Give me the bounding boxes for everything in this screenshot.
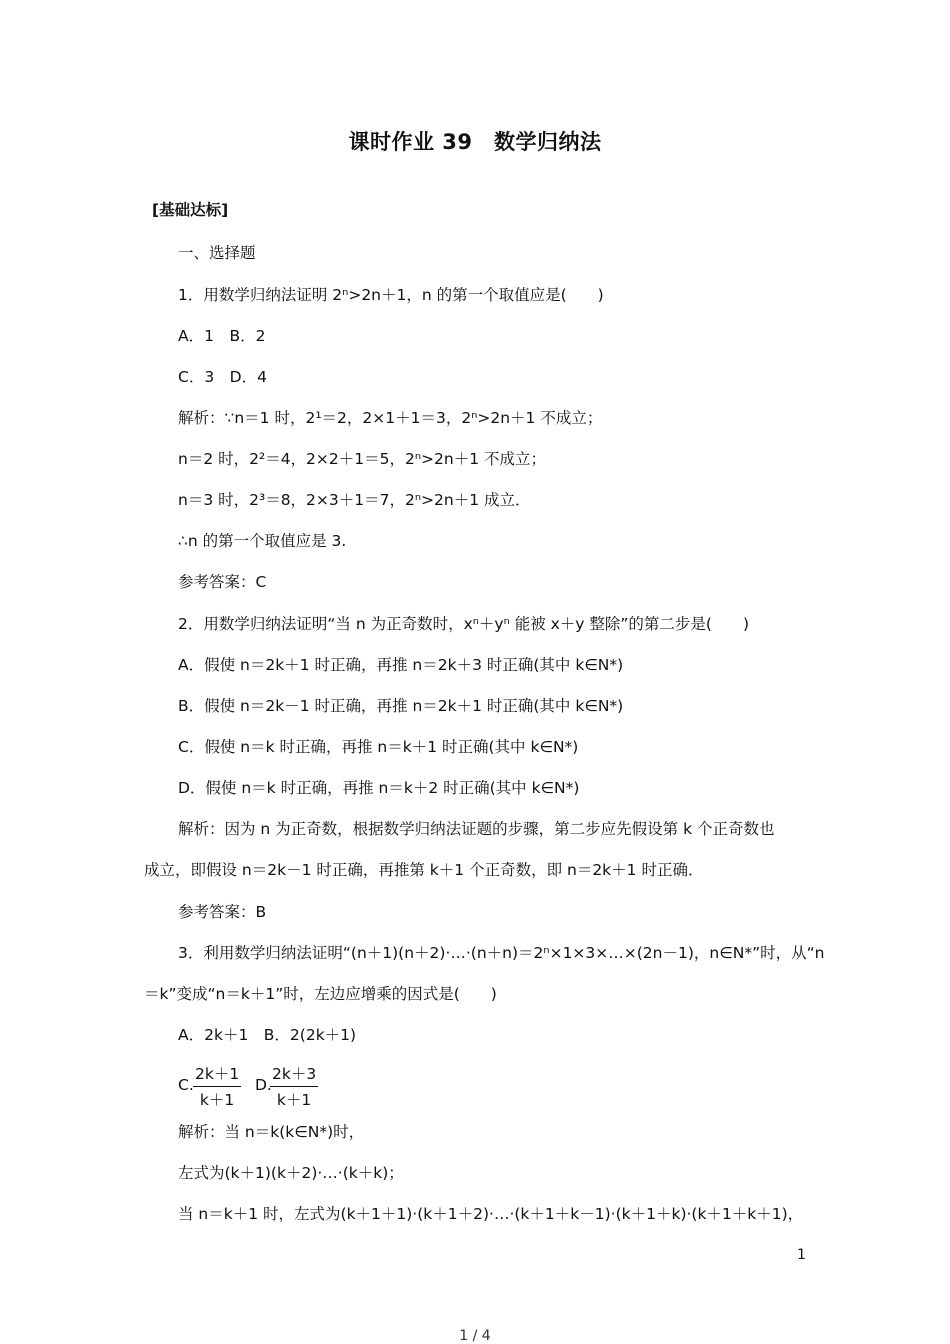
q3-options-ab: A．2k＋1 B．2(2k＋1): [178, 1026, 357, 1044]
q2-option-d: D．假使 n＝k 时正确，再推 n＝k＋2 时正确(其中 k∈N*): [178, 779, 580, 797]
question-3-cont: ＝k”变成“n＝k＋1”时，左边应增乘的因式是( ): [144, 985, 497, 1003]
question-3: 3．利用数学归纳法证明“(n＋1)(n＋2)·…·(n＋n)＝2ⁿ×1×3×…×(2n－1)，n∈N*”时，从“n: [178, 944, 825, 962]
fraction-numerator: 2k＋1: [193, 1064, 241, 1087]
q2-solution-1: 解析：因为 n 为正奇数，根据数学归纳法证题的步骤，第二步应先假设第 k 个正奇数也: [178, 820, 775, 838]
q3-option-c-fraction: [193, 1064, 241, 1110]
q1-answer: 参考答案：C: [178, 573, 267, 591]
page-title: 课时作业 39 数学归纳法: [348, 130, 602, 154]
q3-solution-3: 当 n＝k＋1 时，左式为(k＋1＋1)·(k＋1＋2)·…·(k＋1＋k－1)·(k＋1＋k)·(k＋1＋k＋1)，: [178, 1205, 804, 1223]
page-number: 1: [797, 1247, 806, 1263]
q3-option-d-fraction: [270, 1064, 318, 1110]
q1-options-cd: C．3 D．4: [178, 368, 267, 386]
q1-solution-1: 解析：∵n＝1 时，2¹＝2，2×1＋1＝3，2ⁿ>2n＋1 不成立；: [178, 409, 603, 427]
q3-option-d-label: D.: [255, 1076, 272, 1094]
q1-solution-4: ∴n 的第一个取值应是 3.: [178, 532, 347, 550]
fraction-numerator: 2k＋3: [270, 1064, 318, 1087]
q1-solution-3: n＝3 时，2³＝8，2×3＋1＝7，2ⁿ>2n＋1 成立．: [178, 491, 531, 509]
q2-option-c: C．假使 n＝k 时正确，再推 n＝k＋1 时正确(其中 k∈N*): [178, 738, 579, 756]
q3-solution-2: 左式为(k＋1)(k＋2)·…·(k＋k)；: [178, 1164, 404, 1182]
q1-solution-2: n＝2 时，2²＝4，2×2＋1＝5，2ⁿ>2n＋1 不成立；: [178, 450, 546, 468]
q3-solution-1: 解析：当 n＝k(k∈N*)时，: [178, 1123, 365, 1141]
q3-options-cd: [178, 1060, 378, 1110]
q1-options-ab: A．1 B．2: [178, 327, 266, 345]
fraction-denominator: k＋1: [199, 1091, 235, 1109]
fraction-denominator: k＋1: [276, 1091, 312, 1109]
question-2: 2．用数学归纳法证明“当 n 为正奇数时，xⁿ＋yⁿ 能被 x＋y 整除”的第二步是( ): [178, 615, 750, 633]
q2-option-b: B．假使 n＝2k－1 时正确，再推 n＝2k＋1 时正确(其中 k∈N*): [178, 697, 624, 715]
q2-answer: 参考答案：B: [178, 903, 267, 921]
section-heading: [基础达标]: [152, 201, 229, 219]
q2-option-a: A．假使 n＝2k＋1 时正确，再推 n＝2k＋3 时正确(其中 k∈N*): [178, 656, 624, 674]
page-indicator: 1 / 4: [459, 1328, 491, 1344]
question-1: 1．用数学归纳法证明 2ⁿ>2n＋1，n 的第一个取值应是( ): [178, 286, 604, 304]
heading-choice-questions: 一、选择题: [178, 244, 256, 262]
q2-solution-2: 成立，即假设 n＝2k－1 时正确，再推第 k＋1 个正奇数，即 n＝2k＋1 时正确．: [144, 861, 704, 879]
q3-option-c-label: C.: [178, 1076, 194, 1094]
